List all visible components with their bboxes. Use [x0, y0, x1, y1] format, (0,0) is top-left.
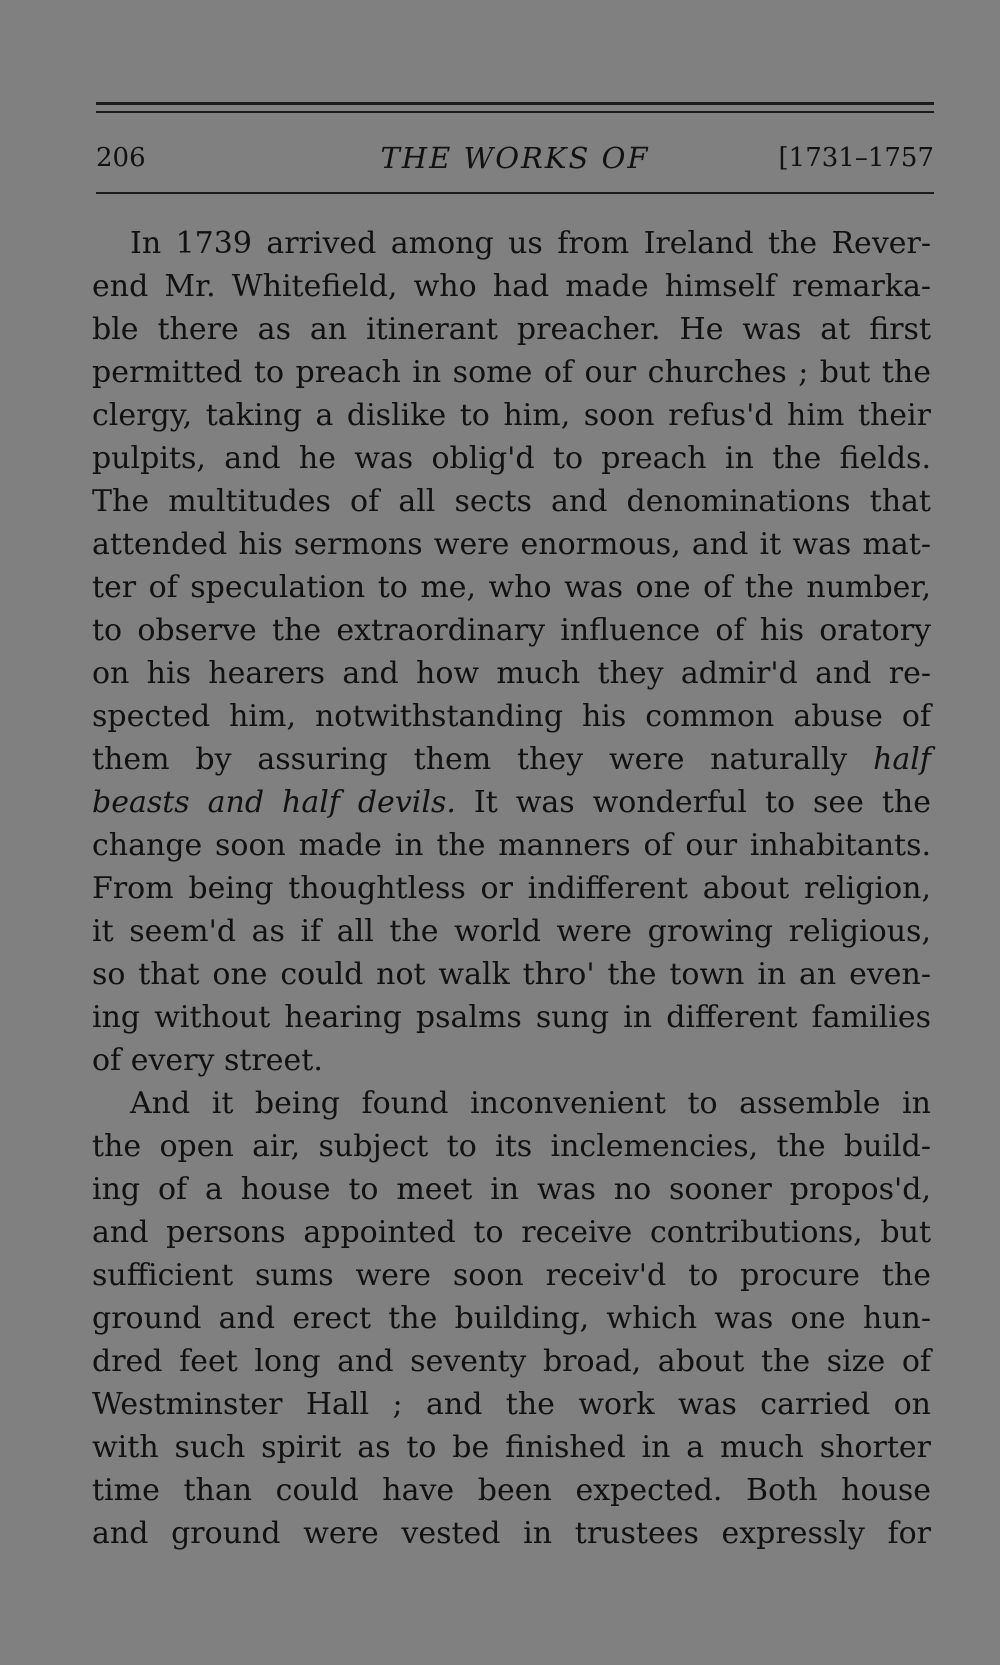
text-line: to observe the extraordinary influence of his oratory	[92, 613, 931, 648]
text-line: it seem'd as if all the world were growing religious,	[92, 914, 931, 949]
text-line: Westminster Hall ; and the work was carried on	[92, 1387, 931, 1422]
text-line	[92, 781, 931, 824]
text-line: sufficient sums were soon receiv'd to procure the	[92, 1258, 931, 1293]
text-line: And it being found inconvenient to assemble in	[130, 1086, 931, 1121]
date-range: [1731–1757	[778, 143, 934, 173]
text-line: end Mr. Whitefield, who had made himself remarka-	[92, 269, 931, 304]
text-segment: It was wonderful to see the	[473, 785, 931, 820]
text-line: ing of a house to meet in was no sooner propos'd,	[92, 1172, 931, 1207]
text-line: of every street.	[92, 1043, 323, 1078]
text-line: ble there as an itinerant preacher. He was at first	[92, 312, 931, 347]
running-title: THE WORKS OF	[380, 141, 650, 175]
text-line: time than could have been expected. Both house	[92, 1473, 931, 1508]
text-line: pulpits, and he was oblig'd to preach in the fields.	[92, 441, 931, 476]
text-line: The multitudes of all sects and denominations that	[92, 484, 931, 519]
text-line: ground and erect the building, which was one hun-	[92, 1301, 931, 1336]
italic-phrase: beasts and half devils.	[92, 785, 456, 820]
italic-phrase: half	[873, 742, 931, 777]
running-header	[96, 138, 934, 178]
text-line	[92, 738, 931, 781]
text-line: From being thoughtless or indifferent about religion,	[92, 871, 931, 906]
text-line: attended his sermons were enormous, and it was mat-	[92, 527, 931, 562]
text-line: on his hearers and how much they admir'd and re-	[92, 656, 931, 691]
text-line: and persons appointed to receive contributions, but	[92, 1215, 931, 1250]
page-number: 206	[96, 143, 146, 173]
text-segment: them by assuring them they were naturally	[92, 742, 848, 777]
text-line: dred feet long and seventy broad, about the size of	[92, 1344, 931, 1379]
text-line: the open air, subject to its inclemencies, the build-	[92, 1129, 931, 1164]
header-rule	[96, 192, 934, 194]
text-line: spected him, notwithstanding his common abuse of	[92, 699, 931, 734]
top-double-rule-upper	[96, 102, 934, 105]
text-line: change soon made in the manners of our inhabitants.	[92, 828, 931, 863]
text-line: In 1739 arrived among us from Ireland the Rever-	[130, 226, 931, 261]
text-line: ter of speculation to me, who was one of the number,	[92, 570, 931, 605]
text-line: with such spirit as to be finished in a much shorter	[92, 1430, 931, 1465]
text-line: ing without hearing psalms sung in different families	[92, 1000, 931, 1035]
text-line: permitted to preach in some of our churches ; but the	[92, 355, 931, 390]
text-line: so that one could not walk thro' the town in an even-	[92, 957, 931, 992]
top-double-rule-lower	[96, 111, 934, 113]
text-line: clergy, taking a dislike to him, soon refus'd him their	[92, 398, 931, 433]
body-text	[92, 222, 931, 1555]
text-line: and ground were vested in trustees expressly for	[92, 1516, 931, 1551]
